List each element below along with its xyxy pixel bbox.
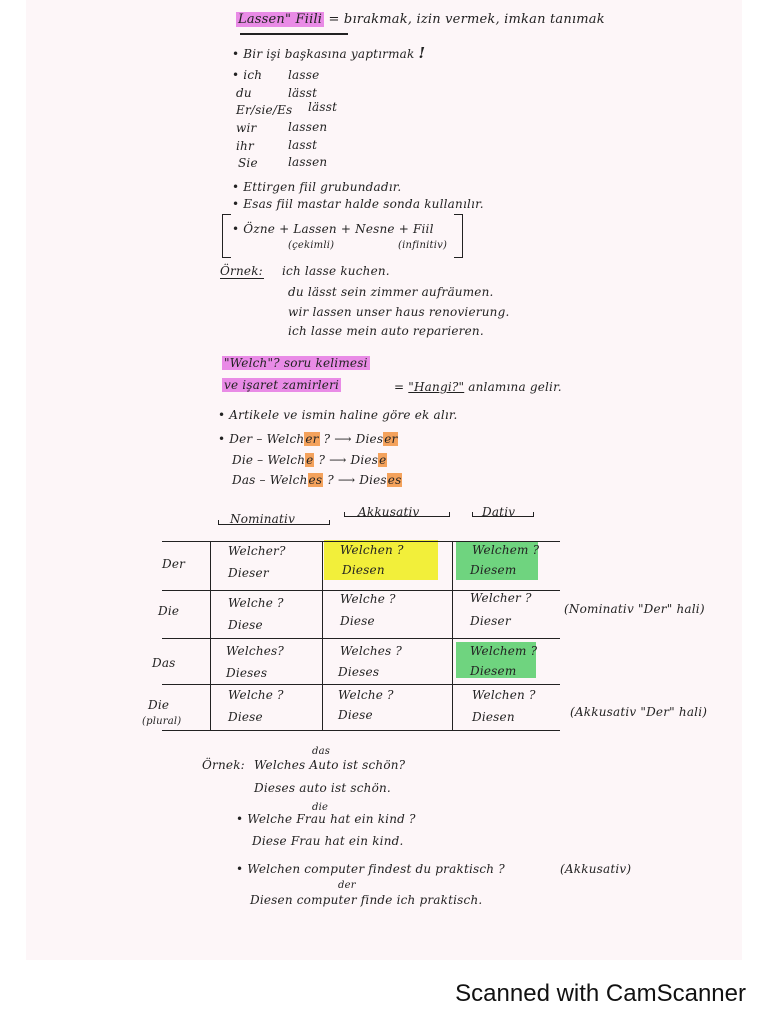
table-cell: Welchem ?: [472, 543, 540, 557]
lassen-example: du lässt sein zimmer aufräumen.: [288, 285, 494, 299]
header-nominativ: Nominativ: [230, 512, 296, 526]
example-label-2: Örnek:: [202, 758, 245, 772]
conj-form: lässt: [288, 86, 318, 100]
conj-form: lässt: [308, 100, 338, 114]
welch-title-2-text: ve işaret zamirleri: [224, 378, 340, 392]
title-underline: [240, 33, 348, 35]
pair-question: Die – Welch: [232, 453, 306, 467]
scanned-page: [26, 0, 742, 960]
conj-form: lassen: [288, 155, 328, 169]
lassen-example-label: Örnek:: [220, 264, 263, 278]
lassen-bullet-1: [232, 44, 425, 62]
conj-pronoun: wir: [236, 121, 257, 135]
pair-answer: ? ⟶ Dies: [319, 432, 384, 446]
formula: • Özne + Lassen + Nesne + Fiil: [232, 222, 434, 236]
meaning-word: "Hangi?": [408, 380, 465, 394]
pair-answer: ? ⟶ Dies: [323, 473, 387, 487]
table-cell: Diesen: [342, 563, 385, 577]
pair-ending: e: [306, 453, 314, 467]
table-cell: Diesem: [470, 563, 517, 577]
table-cell: Diese: [338, 708, 373, 722]
table-cell: Welche ?: [338, 688, 394, 702]
table-line: [162, 730, 560, 731]
welch-title-1: [222, 356, 370, 370]
welch-pair: [232, 473, 402, 487]
table-cell: Dieser: [228, 566, 269, 580]
table-cell: Welches ?: [340, 644, 403, 658]
row-label: Das: [152, 656, 176, 670]
pair-ending: e: [379, 453, 387, 467]
row-label: Die: [158, 604, 180, 618]
pair-question: Das – Welch: [232, 473, 308, 487]
scanner-watermark: Scanned with CamScanner: [455, 980, 746, 1007]
conj-pronoun: du: [236, 86, 252, 100]
table-cell: Diese: [340, 614, 375, 628]
pair-ending: es: [308, 473, 323, 487]
example-sentence: Dieses auto ist schön.: [254, 781, 391, 795]
table-cell: Welchen ?: [340, 543, 404, 557]
side-note: (Nominativ "Der" hali): [564, 602, 705, 616]
row-label: Der: [162, 557, 186, 571]
welch-rule: • Artikele ve ismin haline göre ek alır.: [218, 408, 458, 422]
table-cell: Dieser: [470, 614, 511, 628]
welch-pair: [218, 432, 398, 446]
formula-sub-2: (infinitiv): [398, 240, 448, 251]
table-cell: Dieses: [226, 666, 268, 680]
header-bracket: [344, 512, 450, 517]
lassen-note-2: • Esas fiil mastar halde sonda kullanılır.: [232, 197, 484, 211]
row-sublabel: (plural): [142, 716, 182, 727]
table-line: [162, 638, 560, 639]
table-cell: Diesen: [472, 710, 515, 724]
pair-ending: es: [387, 473, 402, 487]
lassen-example: wir lassen unser haus renovierung.: [288, 305, 510, 319]
table-line: [452, 541, 453, 731]
header-akkusativ: Akkusativ: [358, 505, 420, 519]
equals-sign: =: [394, 380, 405, 394]
formula-sub-1: (çekimli): [288, 240, 335, 251]
example-sentence: Diese Frau hat ein kind.: [252, 834, 404, 848]
table-cell: Welcher ?: [470, 591, 532, 605]
example-underline: [220, 278, 264, 279]
table-cell: Diesem: [470, 664, 517, 678]
welch-meaning: [394, 380, 562, 394]
example-note: (Akkusativ): [560, 862, 632, 876]
header-bracket: [472, 512, 534, 517]
exclaim-mark: !: [418, 44, 426, 62]
table-cell: Welchen ?: [472, 688, 536, 702]
pair-ending: er: [305, 432, 319, 446]
conj-form: lassen: [288, 120, 328, 134]
header-bracket: [218, 520, 330, 525]
welch-pair: [232, 453, 387, 467]
lassen-definition: = bırakmak, izin vermek, imkan tanımak: [328, 12, 605, 27]
lassen-title: [236, 12, 605, 27]
side-note: (Akkusativ "Der" hali): [570, 705, 708, 719]
example-sentence: • Welche Frau hat ein kind ?: [236, 812, 416, 826]
table-cell: Welche ?: [228, 596, 284, 610]
lassen-example: ich lasse kuchen.: [282, 264, 390, 278]
formula-bracket-right: [454, 214, 463, 258]
table-cell: Diese: [228, 710, 263, 724]
conj-form: lasst: [288, 138, 318, 152]
table-line: [210, 541, 211, 731]
meaning-rest: anlamına gelir.: [468, 380, 562, 394]
row-label: Die: [148, 698, 170, 712]
pair-answer: ? ⟶ Dies: [314, 453, 379, 467]
table-cell: Welches?: [226, 644, 285, 658]
table-cell: Welche ?: [228, 688, 284, 702]
pair-question: • Der – Welch: [218, 432, 305, 446]
table-cell: Welche ?: [340, 592, 396, 606]
table-cell: Welchem ?: [470, 644, 538, 658]
header-dativ: Dativ: [482, 505, 516, 519]
lassen-note-1: • Ettirgen fiil grubundadır.: [232, 180, 402, 194]
table-cell: Welcher?: [228, 544, 286, 558]
lassen-bullet-1-text: • Bir işi başkasına yaptırmak: [232, 47, 415, 61]
conj-form: lasse: [288, 68, 320, 82]
formula-bracket-left: [222, 214, 231, 258]
example-superscript: das: [312, 746, 331, 757]
welch-title-1-text: "Welch"? soru kelimesi: [224, 356, 368, 370]
example-sentence: Diesen computer finde ich praktisch.: [250, 893, 483, 907]
lassen-example: ich lasse mein auto reparieren.: [288, 324, 484, 338]
table-cell: Dieses: [338, 665, 380, 679]
example-sentence: • Welchen computer findest du praktisch ?: [236, 862, 505, 876]
lassen-title-text: Lassen" Fiili: [238, 12, 323, 27]
table-cell: Diese: [228, 618, 263, 632]
example-superscript: die: [312, 802, 329, 813]
conj-pronoun: Er/sie/Es: [236, 103, 293, 117]
conj-pronoun: Sie: [238, 156, 258, 170]
example-superscript: der: [338, 880, 356, 891]
pair-ending: er: [384, 432, 398, 446]
welch-title-2: [222, 378, 341, 392]
conj-pronoun: ihr: [236, 139, 254, 153]
table-line: [162, 684, 560, 685]
conj-pronoun: • ich: [232, 68, 263, 82]
example-sentence: Welches Auto ist schön?: [254, 758, 406, 772]
table-line: [322, 541, 323, 731]
